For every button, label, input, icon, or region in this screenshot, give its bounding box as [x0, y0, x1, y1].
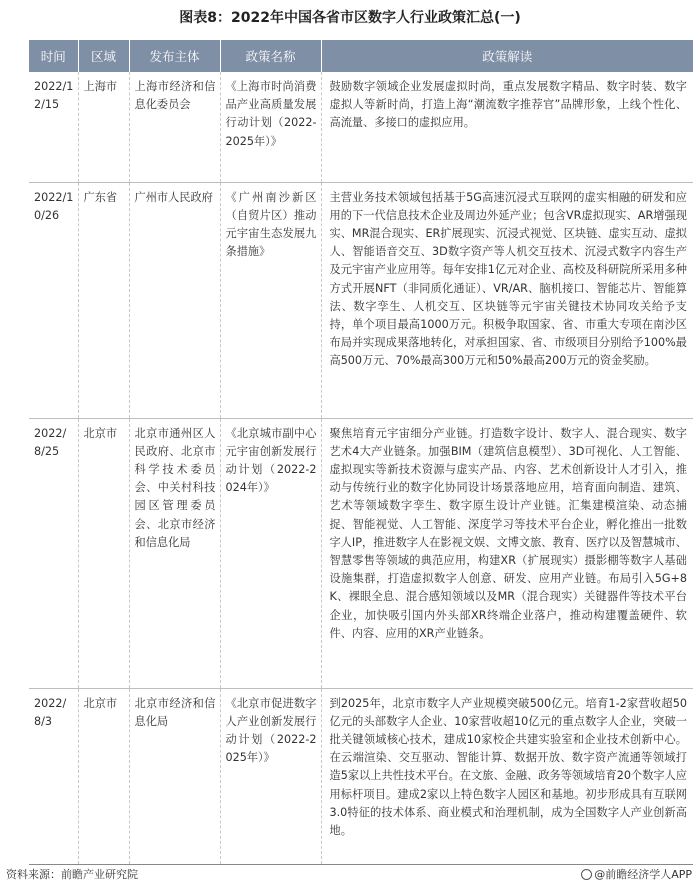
header-publisher: 发布主体 [129, 40, 220, 72]
cell-policy-name: 《广州南沙新区（自贸片区）推动元宇宙生态发展九条措施》 [220, 182, 321, 418]
table-header-row [29, 40, 693, 72]
cell-region: 北京市 [78, 688, 129, 864]
brand-credit [581, 866, 692, 882]
cell-publisher: 广州市人民政府 [129, 182, 220, 418]
cell-publisher: 上海市经济和信息化委员会 [129, 72, 220, 182]
table-row [29, 72, 693, 182]
cell-date: 2022/12/15 [29, 72, 78, 182]
cell-interpretation: 聚焦培育元宇宙细分产业链。打造数字设计、数字人、混合现实、数字艺术4大产业链条。加强BIM（建筑信息模型）、3D可视化、人工智能、虚拟现实等新技术资源与虚实产品、内容、艺术创新设计人才引入，推动与传统行业的数字化协同设计场景落地应用，培育面向制造、建筑、艺术等领域数字孪生、数字原生设计产业链。汇集建模渲染、动态捕捉、智能视觉、人工智能、深度学习等技术平台企业，孵化推出一批数字人IP，推进数字人在影视文娱、文博文旅、教育、医疗以及智慧城市、智慧零售等领域的典范应用，构建XR（扩展现实）摄影棚等数字人基础设施集群，打造虚拟数字人创意、研发、应用产业链。布局引入5G+8K、裸眼全息、混合感知领域以及MR（混合现实）关键器件等技术平台企业，加快吸引国内外头部XR终端企业落户，推动构建覆盖硬件、软件、内容、应用的XR产业链条。 [321, 418, 693, 688]
brand-credit-text: @前瞻经济学人APP [594, 868, 692, 881]
cell-policy-name: 《北京市促进数字人产业创新发展行动计划（2022-2025年）》 [220, 688, 321, 864]
table-row [29, 182, 693, 418]
cell-interpretation: 鼓励数字领域企业发展虚拟时尚，重点发展数字精品、数字时装、数字虚拟人等新时尚，打造上海“潮流数字推荐官”品牌形象，上线个性化、高流量、多接口的虚拟应用。 [321, 72, 693, 182]
source-note: 资料来源：前瞻产业研究院 [6, 868, 138, 881]
policy-table [29, 40, 693, 865]
cell-interpretation: 到2025年，北京市数字人产业规模突破500亿元。培育1-2家营收超50亿元的头部数字人企业、10家营收超10亿元的重点数字人企业，突破一批关键领域核心技术，建成10家校企共建实验室和企业技术创新中心。在云端渲染、交互驱动、智能计算、数据开放、数字资产流通等领域打造5家以上共性技术平台。在文旅、金融、政务等领域培育20个数字人应用标杆项目。建成2家以上特色数字人园区和基地。初步形成具有互联网3.0特征的技术体系、商业模式和治理机制，成为全国数字人产业创新高地。 [321, 688, 693, 864]
cell-policy-name: 《北京城市副中心元宇宙创新发展行动计划（2022-2024年）》 [220, 418, 321, 688]
cell-region: 上海市 [78, 72, 129, 182]
header-interpretation: 政策解读 [321, 40, 693, 72]
cell-region: 北京市 [78, 418, 129, 688]
table-row [29, 418, 693, 688]
figure-title: 图表8：2022年中国各省市区数字人行业政策汇总(一) [179, 10, 521, 26]
cell-date: 2022/8/25 [29, 418, 78, 688]
header-policy-name: 政策名称 [220, 40, 321, 72]
header-region: 区域 [78, 40, 129, 72]
cell-date: 2022/10/26 [29, 182, 78, 418]
cell-interpretation: 主营业务技术领域包括基于5G高速沉浸式互联网的虚实相融的研发和应用的下一代信息技术企业及周边外延产业；包含VR虚拟现实、AR增强现实、MR混合现实、ER扩展现实、沉浸式视觉、区块链、虚实互动、虚拟人、智能语音交互、3D数字资产等人机交互技术、沉浸式数字内容生产及元宇宙产业应用等。每年安排1亿元对企业、高校及科研院所采用多种方式开展NFT（非同质化通证）、VR/AR、脑机接口、智能芯片、智能算法、数字孪生、人机交互、区块链等元宇宙关键技术协同攻关给予支持，单个项目最高1000万元。积极争取国家、省、市重大专项在南沙区布局并实现成果落地转化，对承担国家、省、市级项目分别给予100%最高500万元、70%最高300万元和50%最高200万元的资金奖励。 [321, 182, 693, 418]
cell-region: 广东省 [78, 182, 129, 418]
header-date: 时间 [29, 40, 78, 72]
cell-publisher: 北京市通州区人民政府、北京市科学技术委员会、中关村科技园区管理委员会、北京市经济和信息化局 [129, 418, 220, 688]
table-row [29, 688, 693, 864]
cell-publisher: 北京市经济和信息化局 [129, 688, 220, 864]
brand-logo-icon [581, 869, 592, 880]
cell-date: 2022/8/3 [29, 688, 78, 864]
cell-policy-name: 《上海市时尚消费品产业高质量发展行动计划（2022-2025年）》 [220, 72, 321, 182]
